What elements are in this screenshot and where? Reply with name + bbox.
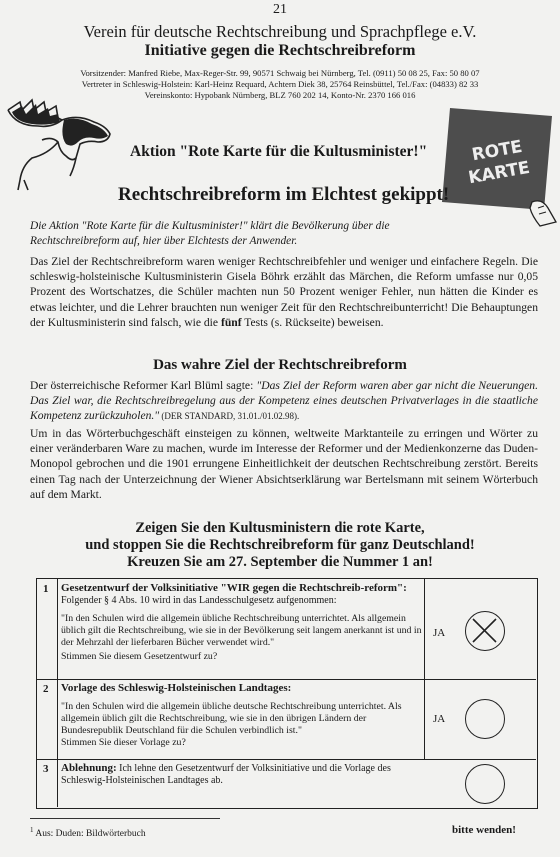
ballot-body: "In den Schulen wird die allgemein übliche deutsche Rechtschreibung unterrichtet. Als allgemein üblich gilt die Rechtschreibung, wie sie in den übrigen Ländern der Bundesrepublik Deutschland für die Schulen verbindlich ist." <box>61 701 402 737</box>
ballot-row-1 <box>37 579 536 680</box>
call-to-action-3: Kreuzen Sie am 27. September die Nummer 1 an! <box>127 554 433 570</box>
para1-text-a: Das Ziel der Rechtschreibreform waren weniger Rechtschreibfehler und weniger und einfachere Regeln. Die schleswig-holsteinische Kultusministerin Gisela Böhrk erzählt das Märchen, die Reform umfasse nur 0,05 Prozent des Wortschatzes, die Schüler machten nun 50 Prozent weniger Fehler, nun hätten die Kinder es etwas leichter, und die Lehrer brauchten nun weniger Zeit für den Rechtschreibunterricht! Die Behauptungen der Kultusministerin sind falsch, wie die <box>30 255 538 329</box>
ballot-content <box>61 682 423 749</box>
para1-text-b: Tests (s. Rückseite) beweisen. <box>241 315 384 329</box>
ballot-title: Vorlage des Schleswig-Holsteinischen Landtages: <box>61 682 292 694</box>
ballot-title: Gesetzentwurf der Volksinitiative "WIR gegen die Rechtschreib-reform": <box>61 582 407 594</box>
ballot-number: 2 <box>43 683 49 695</box>
red-card-illustration <box>440 98 560 228</box>
call-to-action-2: und stoppen Sie die Rechtschreibreform für ganz Deutschland! <box>85 537 475 553</box>
ballot-content <box>61 582 423 663</box>
quote-text: "Das Ziel der Reform waren aber gar nicht die Neuerungen. Das Ziel war, die Rechtschreibregelung aus der Kompetenz eines deutschen Privatverlages in die staatliche Kompetenz zurückzuholen." <box>30 379 538 423</box>
quote-intro: Der österreichische Reformer Karl Blüml sagte: <box>30 379 257 392</box>
footnote <box>30 826 146 839</box>
footnote-text: Aus: Duden: Bildwörterbuch <box>33 829 146 840</box>
section-title: Das wahre Ziel der Rechtschreibreform <box>153 357 407 373</box>
card-line-2: KARTE <box>466 157 532 189</box>
ja-label: JA <box>433 713 446 725</box>
para1-bold: fünf <box>220 315 242 329</box>
vote-circle-1-marked[interactable] <box>465 611 505 651</box>
ballot-number: 3 <box>43 763 49 775</box>
vote-circle-3[interactable] <box>465 764 505 804</box>
ballot-row-3 <box>37 759 536 807</box>
ballot-number-cell <box>37 679 58 759</box>
quote-source: (DER STANDARD, 31.01./01.02.98). <box>159 411 300 422</box>
ballot-number-cell <box>37 579 58 679</box>
bank-account-line: Vereinskonto: Hypobank Nürnberg, BLZ 760 202 14, Konto-Nr. 2370 166 016 <box>144 90 416 100</box>
ballot-content <box>61 762 423 787</box>
ballot-title: Ablehnung: <box>61 762 117 774</box>
ballot-question: Stimmen Sie dieser Vorlage zu? <box>61 737 186 749</box>
ballot-number: 1 <box>43 583 49 595</box>
vote-circle-2[interactable] <box>465 699 505 739</box>
ballot-title-tail: Folgender § 4 Abs. 10 wird in das Landesschulgesetz aufgenommen: <box>61 595 337 607</box>
footnote-rule <box>30 818 220 819</box>
ballot-body: "In den Schulen wird die allgemein übliche Rechtschreibung unterrichtet. Als allgemein üblich gilt die Rechtschreibung, wie sie in der Bevölkerung seit langem anerkannt ist und in der Mehrzahl der lieferbaren Bücher verwendet wird." <box>61 613 422 649</box>
org-name: Verein für deutsche Rechtschreibung und Sprachpflege e.V. <box>83 22 477 41</box>
org-subtitle: Initiative gegen die Rechtschreibreform <box>144 42 416 59</box>
ja-label: JA <box>433 627 446 639</box>
campaign-title: Aktion "Rote Karte für die Kultusminister!" <box>130 143 428 160</box>
headline: Rechtschreibreform im Elchtest gekippt! <box>118 184 450 205</box>
paragraph-dictionary-business: Um in das Wörterbuchgeschäft einsteigen zu können, weltweite Marktanteile zu erringen und Wörter zu einer veränderbaren Ware zu machen, wurde im Interesse der Reformer und der Medienkonzerne das Duden-Monopol gebrochen und die 1901 errungene Einheitlichkeit der deutschen Rechtschreibung zerstört. Bereits einen Tag nach der Unterzeichnung der Wiener Absichtserklärung war Bertelsmann mit seinem Wörterbuch auf dem Markt. <box>30 427 538 501</box>
quote-paragraph <box>30 378 538 425</box>
ballot-title-tail: Ich lehne den Gesetzentwurf der Volksinitiative und die Vorlage des Schleswig-Holsteinischen Landtages ab. <box>61 763 391 787</box>
ballot-table <box>36 578 538 809</box>
address-line-2: Vertreter in Schleswig-Holstein: Karl-Heinz Requard, Achtern Diek 38, 25764 Reinsbüttel, Tel./Fax: (04833) 82 33 <box>81 79 479 89</box>
ballot-row-2 <box>37 679 536 760</box>
footnote-mark: 1 <box>30 826 34 834</box>
call-to-action-1: Zeigen Sie den Kultusministern die rote Karte, <box>135 520 425 536</box>
cross-mark-icon <box>466 612 503 649</box>
ballot-number-cell <box>37 759 58 807</box>
paragraph-reform-goal <box>30 254 538 330</box>
card-line-1: ROTE <box>470 136 524 166</box>
page-number: 21 <box>273 2 287 17</box>
ballot-question: Stimmen Sie diesem Gesetzentwurf zu? <box>61 651 218 663</box>
address-line-1: Vorsitzender: Manfred Riebe, Max-Reger-Str. 99, 90571 Schwaig bei Nürnberg, Tel. (0911) 50 08 25, Fax: 50 80 07 <box>80 68 480 78</box>
intro-paragraph: Die Aktion "Rote Karte für die Kultusminister!" klärt die Bevölkerung über die Rechtschreibreform auf, hier über Elchtests der Anwender. <box>30 220 390 247</box>
please-turn-over: bitte wenden! <box>452 824 516 836</box>
moose-illustration <box>2 96 114 191</box>
